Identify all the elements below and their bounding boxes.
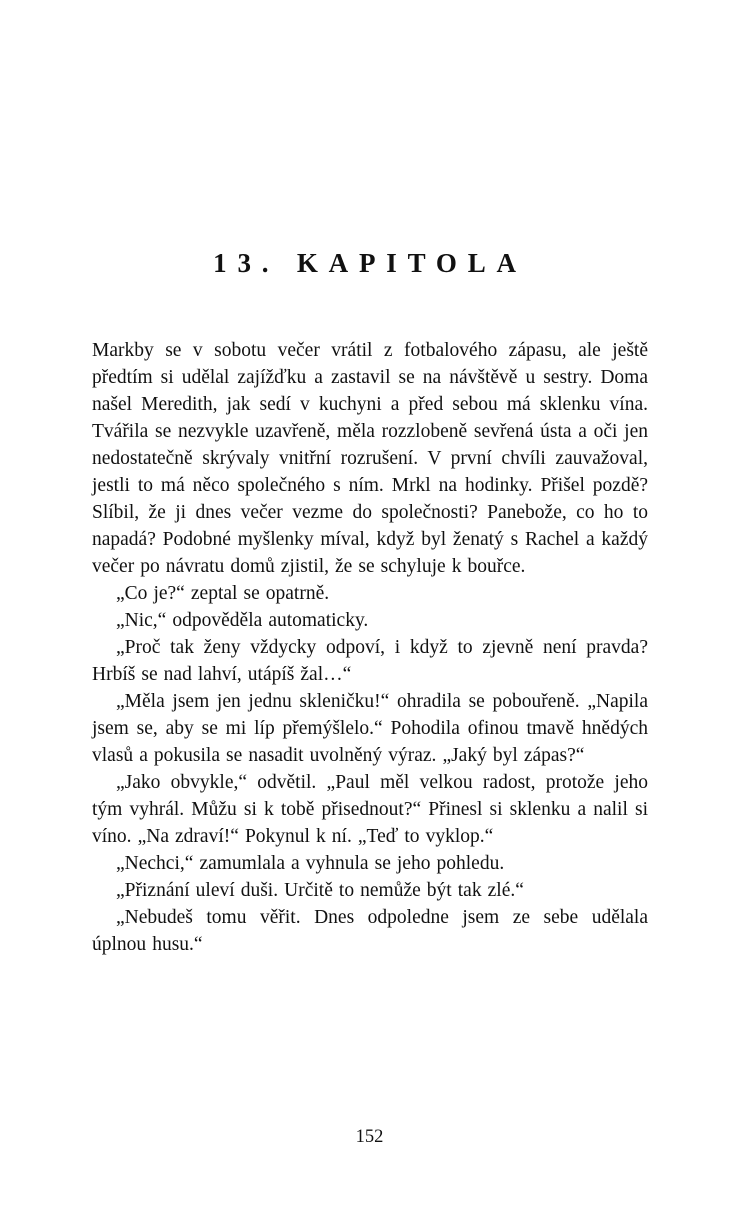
- paragraph: „Přiznání uleví duši. Určitě to nemůže být tak zlé.“: [116, 880, 524, 901]
- paragraph: Markby se v sobotu večer vrátil z fotbalového zápasu, ale ještě předtím si udělal zajížďku a zastavil se na návštěvě u sestry. Doma našel Meredith, jak sedí v kuchyni a před sebou má sklenku vína. Tvářila se nezvykle uzavřeně, měla rozzlobeně sevřená ústa a oči jen nedostatečně skrývaly vnitřní rozrušení. V první chvíli zauvažoval, jestli to má něco společného s ním. Mrkl na hodinky. Přišel pozdě? Slíbil, že ji dnes večer vezme do společnosti? Panebože, co ho to napadá? Podobné myšlenky míval, když byl ženatý s Rachel a každý večer po návratu domů zjistil, že se schyluje k bouřce.: [92, 340, 648, 577]
- paragraph: „Měla jsem jen jednu skleničku!“ ohradila se pobouřeně. „Napila jsem se, aby se mi líp přemýšlelo.“ Pohodila ofinou tmavě hnědých vlasů a pokusila se nasadit uvolněný výraz. „Jaký byl zápas?“: [92, 691, 648, 766]
- paragraph: „Nic,“ odpověděla automaticky.: [116, 610, 369, 631]
- paragraph: „Proč tak ženy vždycky odpoví, i když to zjevně není pravda? Hrbíš se nad lahví, utápíš žal…“: [92, 637, 648, 685]
- paragraph: „Jako obvykle,“ odvětil. „Paul měl velkou radost, protože jeho tým vyhrál. Můžu si k tobě přisednout?“ Přinesl si sklenku a nalil si víno. „Na zdraví!“ Pokynul k ní. „Teď to vyklop.“: [92, 772, 648, 847]
- body-text: [92, 337, 648, 958]
- paragraph: „Nebudeš tomu věřit. Dnes odpoledne jsem ze sebe udělala úplnou husu.“: [92, 907, 648, 955]
- chapter-title: 13. KAPITOLA: [213, 248, 527, 278]
- page-number: 152: [355, 1127, 384, 1147]
- paragraph: „Nechci,“ zamumlala a vyhnula se jeho pohledu.: [116, 853, 505, 874]
- paragraph: „Co je?“ zeptal se opatrně.: [116, 583, 330, 604]
